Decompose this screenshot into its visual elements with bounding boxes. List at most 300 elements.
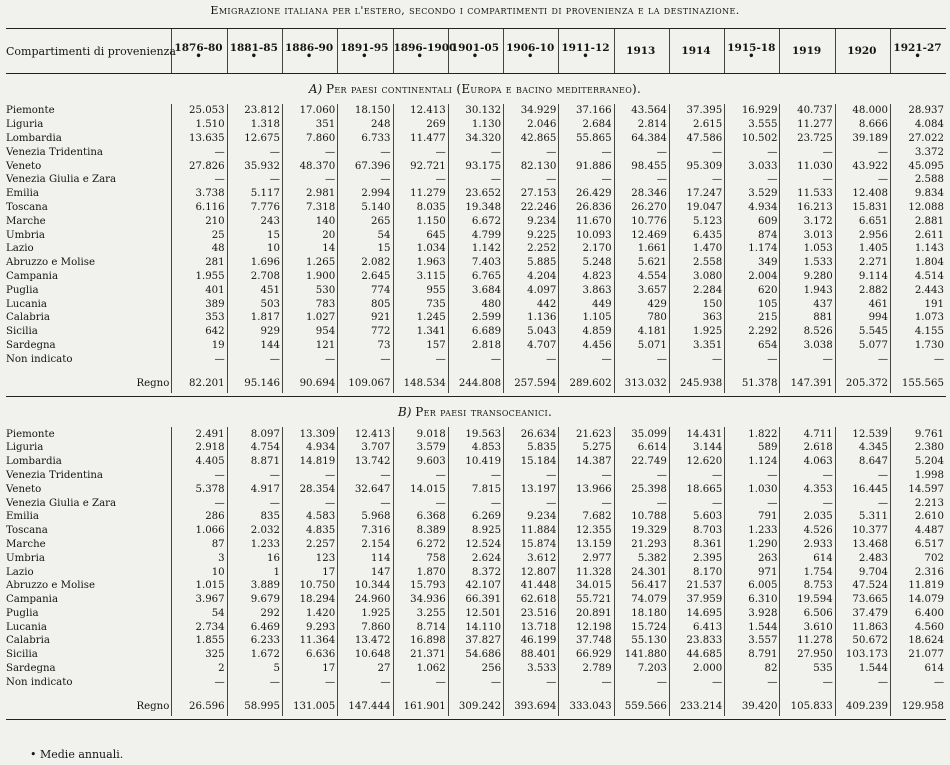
table-cell: 10	[227, 242, 282, 256]
table-cell: 5.071	[614, 339, 669, 353]
table-cell: 5.123	[669, 214, 724, 228]
table-cell: 461	[835, 297, 890, 311]
spacer-cell	[504, 689, 559, 696]
table-cell: 2	[172, 662, 227, 676]
table-cell: 1.533	[780, 256, 835, 270]
table-cell: 954	[282, 325, 337, 339]
table-cell: —	[282, 173, 337, 187]
section-letter: A)	[308, 82, 323, 96]
table-cell: 12.620	[669, 455, 724, 469]
table-cell: 263	[725, 551, 780, 565]
total-cell: 131.005	[282, 696, 337, 716]
table-cell: 248	[338, 118, 393, 132]
table-cell: —	[614, 145, 669, 159]
table-cell: 2.624	[448, 551, 503, 565]
table-row	[6, 311, 946, 325]
table-cell: 5.043	[504, 325, 559, 339]
table-cell: 1.943	[780, 283, 835, 297]
table-cell: 1.030	[725, 482, 780, 496]
total-label: Regno	[136, 700, 170, 712]
table-cell: 14.431	[669, 427, 724, 441]
table-row	[6, 496, 946, 510]
table-cell: —	[448, 496, 503, 510]
table-cell: 147	[338, 565, 393, 579]
region-name: Venezia Giulia e Zara	[6, 174, 117, 186]
region-name: Sardegna	[6, 663, 56, 675]
table-cell: 28.346	[614, 187, 669, 201]
table-cell: 2.271	[835, 256, 890, 270]
column-header-period	[891, 29, 946, 74]
table-cell: 4.799	[448, 228, 503, 242]
table-cell: 66.929	[559, 648, 614, 662]
section-label: Per paesi continentali (Europa e bacino mediterraneo).	[326, 82, 642, 96]
table-cell: 2.046	[504, 118, 559, 132]
table-row	[6, 325, 946, 339]
total-cell: 289.602	[559, 373, 614, 393]
table-cell: 3.612	[504, 551, 559, 565]
table-cell: 1.730	[891, 339, 946, 353]
column-header-period	[227, 29, 282, 74]
table-cell: 7.403	[448, 256, 503, 270]
table-cell: 4.583	[282, 510, 337, 524]
table-cell: 34.936	[393, 593, 448, 607]
table-cell: 2.933	[780, 538, 835, 552]
table-cell: —	[172, 675, 227, 689]
table-cell: —	[780, 496, 835, 510]
table-row	[6, 256, 946, 270]
table-cell: —	[669, 173, 724, 187]
table-row	[6, 173, 946, 187]
table-cell: 12.198	[559, 620, 614, 634]
region-name: Lombardia	[6, 456, 62, 468]
region-name: Toscana	[6, 201, 48, 213]
table-cell: 16.929	[725, 104, 780, 118]
table-cell: 17.060	[282, 104, 337, 118]
table-row	[6, 427, 946, 441]
table-cell: 9.679	[227, 593, 282, 607]
section-heading-row	[6, 74, 946, 105]
column-header-region: Compartimenti di provenienza	[6, 29, 172, 74]
table-cell: 11.819	[891, 579, 946, 593]
table-cell: 971	[725, 565, 780, 579]
table-cell: 73	[338, 339, 393, 353]
table-cell: 10.648	[338, 648, 393, 662]
table-cell: 23.812	[227, 104, 282, 118]
annual-average-marker: •	[195, 51, 202, 62]
table-cell: 26.270	[614, 201, 669, 215]
table-cell: 9.761	[891, 427, 946, 441]
table-cell: —	[282, 496, 337, 510]
table-cell: 5.603	[669, 510, 724, 524]
table-cell: 48.000	[835, 104, 890, 118]
table-cell: 642	[172, 325, 227, 339]
table-cell: 92.721	[393, 159, 448, 173]
table-row	[6, 469, 946, 483]
table-cell: 5.835	[504, 441, 559, 455]
table-cell: 4.155	[891, 325, 946, 339]
column-header-period	[614, 29, 669, 74]
table-cell: —	[669, 469, 724, 483]
table-cell: 4.097	[504, 283, 559, 297]
table-cell: —	[835, 469, 890, 483]
region-name: Calabria	[6, 635, 50, 647]
column-header-period	[725, 29, 780, 74]
table-cell: 1.233	[227, 538, 282, 552]
table-cell: 82	[725, 662, 780, 676]
table-cell: 654	[725, 339, 780, 353]
table-row	[6, 441, 946, 455]
table-cell: 37.748	[559, 634, 614, 648]
table-cell: 3.529	[725, 187, 780, 201]
table-cell: 55.130	[614, 634, 669, 648]
table-cell: 702	[891, 551, 946, 565]
table-cell: 3.657	[614, 283, 669, 297]
total-cell: 51.378	[725, 373, 780, 393]
table-cell: 2.981	[282, 187, 337, 201]
table-cell: 11.863	[835, 620, 890, 634]
table-cell: 2.257	[282, 538, 337, 552]
table-cell: —	[338, 145, 393, 159]
table-cell: —	[393, 496, 448, 510]
table-cell: 589	[725, 441, 780, 455]
table-cell: 11.277	[780, 118, 835, 132]
table-cell: —	[725, 469, 780, 483]
table-cell: 91.886	[559, 159, 614, 173]
table-cell: 27.950	[780, 648, 835, 662]
table-cell: 265	[338, 214, 393, 228]
annual-average-marker: •	[748, 51, 755, 62]
table-cell: 19	[172, 339, 227, 353]
table-cell: 18.294	[282, 593, 337, 607]
table-cell: 25	[172, 228, 227, 242]
table-cell: 17	[282, 662, 337, 676]
table-row	[6, 297, 946, 311]
table-cell: 15.793	[393, 579, 448, 593]
spacer-cell	[559, 366, 614, 373]
total-cell: 95.146	[227, 373, 282, 393]
table-cell: 2.213	[891, 496, 946, 510]
table-cell: 21.293	[614, 538, 669, 552]
table-cell: 9.018	[393, 427, 448, 441]
table-cell: 530	[282, 283, 337, 297]
table-row	[6, 675, 946, 689]
table-cell: 16.213	[780, 201, 835, 215]
spacer-cell	[669, 366, 724, 373]
table-cell: 15	[227, 228, 282, 242]
total-cell: 245.938	[669, 373, 724, 393]
table-cell: 2.977	[559, 551, 614, 565]
table-cell: 4.560	[891, 620, 946, 634]
table-row	[6, 620, 946, 634]
table-cell: 1.855	[172, 634, 227, 648]
table-cell: 4.934	[725, 201, 780, 215]
table-cell: 43.922	[835, 159, 890, 173]
table-cell: 64.384	[614, 132, 669, 146]
total-row	[6, 696, 946, 716]
table-cell: 791	[725, 510, 780, 524]
table-row	[6, 201, 946, 215]
section-rule	[6, 716, 946, 720]
spacer-cell	[614, 366, 669, 373]
total-cell: 105.833	[780, 696, 835, 716]
section-label: Per paesi transoceanici.	[415, 405, 553, 420]
table-cell: 4.934	[282, 441, 337, 455]
table-cell: 62.618	[504, 593, 559, 607]
table-cell: 150	[669, 297, 724, 311]
table-cell: 5	[227, 662, 282, 676]
table-cell: 67.396	[338, 159, 393, 173]
table-cell: 3.115	[393, 270, 448, 284]
annual-average-marker: •	[305, 51, 313, 62]
table-cell: 74.079	[614, 593, 669, 607]
table-cell: 10.502	[725, 132, 780, 146]
region-name: Non indicato	[6, 676, 73, 688]
period-label: 1915-18	[727, 42, 776, 54]
annual-average-marker: •	[416, 51, 423, 62]
table-cell: —	[393, 145, 448, 159]
table-cell: 55.721	[559, 593, 614, 607]
table-cell: 1.136	[504, 311, 559, 325]
table-cell: 42.107	[448, 579, 503, 593]
table-cell: 735	[393, 297, 448, 311]
table-cell: 4.707	[504, 339, 559, 353]
period-label: 1919	[791, 45, 822, 57]
table-cell: 1.245	[393, 311, 448, 325]
column-header-period	[393, 29, 457, 74]
table-cell: 8.170	[669, 565, 724, 579]
total-cell: 409.239	[835, 696, 890, 716]
table-cell: 2.004	[725, 270, 780, 284]
table-cell: 4.487	[891, 524, 946, 538]
table-row	[6, 242, 946, 256]
table-cell: 140	[282, 214, 337, 228]
table-cell: 45.095	[891, 159, 946, 173]
total-cell: 244.808	[448, 373, 503, 393]
table-cell: 2.483	[835, 551, 890, 565]
table-cell: 2.610	[891, 510, 946, 524]
table-cell: 6.506	[780, 607, 835, 621]
table-cell: 3.013	[780, 228, 835, 242]
table-cell: 772	[338, 325, 393, 339]
table-cell: 8.526	[780, 325, 835, 339]
region-name: Venezia Tridentina	[6, 146, 103, 158]
table-cell: 921	[338, 311, 393, 325]
period-label: 1881-85	[229, 42, 278, 54]
table-cell: 5.311	[835, 510, 890, 524]
table-row	[6, 132, 946, 146]
spacer-cell	[282, 689, 337, 696]
table-cell: 4.181	[614, 325, 669, 339]
table-cell: —	[835, 145, 890, 159]
table-cell: 1.470	[669, 242, 724, 256]
table-cell: 3.080	[669, 270, 724, 284]
region-name: Lucania	[6, 621, 47, 633]
period-label: 1913	[626, 45, 656, 57]
total-cell: 147.391	[780, 373, 835, 393]
spacer-cell	[669, 689, 724, 696]
spacer-cell	[6, 366, 172, 373]
table-cell: 14.387	[559, 455, 614, 469]
table-cell: 12.524	[448, 538, 503, 552]
table-cell: 2.615	[669, 118, 724, 132]
table-cell: 13.197	[504, 482, 559, 496]
table-cell: 35.099	[614, 427, 669, 441]
table-cell: 26.429	[559, 187, 614, 201]
table-cell: —	[559, 675, 614, 689]
table-cell: 8.753	[780, 579, 835, 593]
table-cell: —	[559, 469, 614, 483]
total-cell: 233.214	[669, 696, 724, 716]
table-cell: 3.738	[172, 187, 227, 201]
table-cell: 442	[504, 297, 559, 311]
table-cell: —	[669, 496, 724, 510]
rule-cell	[6, 716, 946, 720]
table-cell: 15.831	[835, 201, 890, 215]
table-cell: 4.063	[780, 455, 835, 469]
table-cell: 12.413	[338, 427, 393, 441]
table-cell: 88.401	[504, 648, 559, 662]
table-cell: 17.247	[669, 187, 724, 201]
table-cell: 9.280	[780, 270, 835, 284]
table-cell: —	[725, 145, 780, 159]
table-cell: 13.159	[559, 538, 614, 552]
table-cell: 8.714	[393, 620, 448, 634]
table-cell: 4.204	[504, 270, 559, 284]
table-cell: —	[338, 469, 393, 483]
table-cell: 1	[227, 565, 282, 579]
table-cell: 6.116	[172, 201, 227, 215]
table-cell: —	[780, 352, 835, 366]
table-cell: 39.189	[835, 132, 890, 146]
table-cell: 12.413	[393, 104, 448, 118]
table-cell: 105	[725, 297, 780, 311]
table-cell: 16.445	[835, 482, 890, 496]
table-cell: 25.053	[172, 104, 227, 118]
table-cell: 7.316	[338, 524, 393, 538]
table-cell: 210	[172, 214, 227, 228]
table-cell: 6.469	[227, 620, 282, 634]
table-cell: —	[172, 352, 227, 366]
table-row	[6, 648, 946, 662]
table-cell: 14.597	[891, 482, 946, 496]
table-cell: —	[393, 675, 448, 689]
table-cell: —	[835, 173, 890, 187]
table-row	[6, 145, 946, 159]
total-label: Regno	[136, 377, 170, 389]
table-cell: 7.860	[338, 620, 393, 634]
table-cell: 2.588	[891, 173, 946, 187]
table-cell: —	[172, 145, 227, 159]
table-cell: 28.354	[282, 482, 337, 496]
table-cell: 66.391	[448, 593, 503, 607]
table-cell: 8.035	[393, 201, 448, 215]
table-row	[6, 104, 946, 118]
table-cell: 1.900	[282, 270, 337, 284]
table-cell: 12.501	[448, 607, 503, 621]
table-cell: 15.184	[504, 455, 559, 469]
table-cell: 9.603	[393, 455, 448, 469]
table-cell: 5.968	[338, 510, 393, 524]
table-cell: —	[559, 145, 614, 159]
table-cell: 1.062	[393, 662, 448, 676]
period-label: 1906-10	[506, 42, 555, 54]
total-cell: 393.694	[504, 696, 559, 716]
column-header-period	[559, 29, 614, 74]
table-cell: 3.038	[780, 339, 835, 353]
table-cell: 429	[614, 297, 669, 311]
table-cell: 4.853	[448, 441, 503, 455]
table-cell: 2.284	[669, 283, 724, 297]
table-cell: 7.682	[559, 510, 614, 524]
section-heading	[6, 397, 946, 428]
table-cell: 11.364	[282, 634, 337, 648]
table-cell: 22.246	[504, 201, 559, 215]
table-cell: 349	[725, 256, 780, 270]
table-cell: 10.776	[614, 214, 669, 228]
table-cell: 1.661	[614, 242, 669, 256]
table-cell: 215	[725, 311, 780, 325]
column-header-period	[282, 29, 337, 74]
table-cell: 3.928	[725, 607, 780, 621]
table-cell: 3.889	[227, 579, 282, 593]
table-cell: 3.610	[780, 620, 835, 634]
table-cell: 54	[172, 607, 227, 621]
table-cell: 4.859	[559, 325, 614, 339]
table-cell: 1.174	[725, 242, 780, 256]
table-cell: 9.234	[504, 214, 559, 228]
table-cell: 614	[780, 551, 835, 565]
table-cell: 1.233	[725, 524, 780, 538]
table-cell: 2.734	[172, 620, 227, 634]
table-cell: 1.925	[338, 607, 393, 621]
region-name: Lazio	[6, 566, 34, 578]
table-cell: 14.079	[891, 593, 946, 607]
table-cell: 9.225	[504, 228, 559, 242]
column-header-period	[448, 29, 503, 74]
table-cell: 14.110	[448, 620, 503, 634]
table-row	[6, 634, 946, 648]
table-cell: 21.537	[669, 579, 724, 593]
table-cell: 19.563	[448, 427, 503, 441]
table-cell: 292	[227, 607, 282, 621]
table-cell: 12.469	[614, 228, 669, 242]
table-cell: 13.635	[172, 132, 227, 146]
table-cell: 1.142	[448, 242, 503, 256]
table-cell: 4.554	[614, 270, 669, 284]
table-cell: 22.749	[614, 455, 669, 469]
table-cell: —	[227, 145, 282, 159]
total-cell: 559.566	[614, 696, 669, 716]
table-cell: —	[891, 352, 946, 366]
column-header-period	[780, 29, 835, 74]
table-cell: 1.817	[227, 311, 282, 325]
table-cell: —	[669, 145, 724, 159]
table-cell: 16.898	[393, 634, 448, 648]
table-cell: 12.539	[835, 427, 890, 441]
region-name: Sardegna	[6, 339, 56, 351]
table-cell: 40.737	[780, 104, 835, 118]
table-cell: 24.960	[338, 593, 393, 607]
table-cell: 5.117	[227, 187, 282, 201]
annual-average-marker: •	[914, 51, 921, 62]
table-cell: 4.456	[559, 339, 614, 353]
total-cell: 257.594	[504, 373, 559, 393]
table-cell: 1.955	[172, 270, 227, 284]
table-cell: 645	[393, 228, 448, 242]
table-cell: 26.836	[559, 201, 614, 215]
table-cell: 3.707	[338, 441, 393, 455]
total-cell: 90.694	[282, 373, 337, 393]
